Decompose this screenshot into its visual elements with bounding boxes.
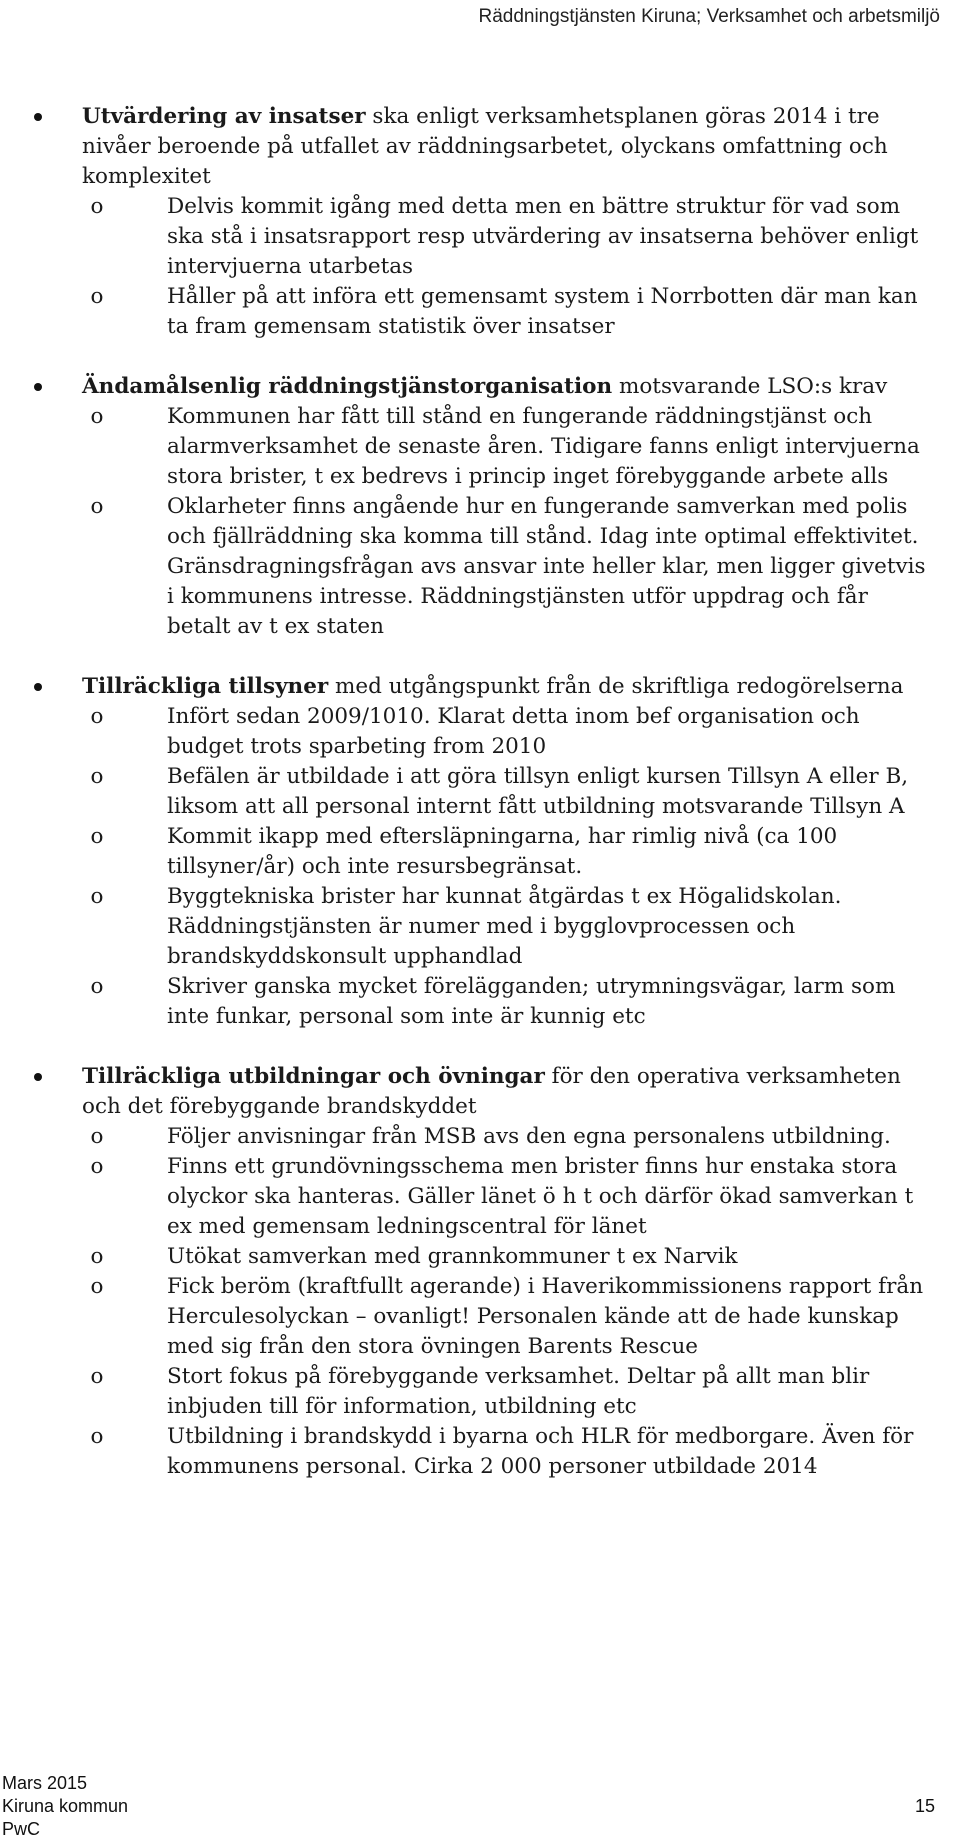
sub-item-text: Infört sedan 2009/1010. Klarat detta inom bef organisation och budget trots sparbeting from 2010 [167,704,860,759]
sub-marker-icon: o [90,494,104,519]
sub-item [90,972,934,1032]
bullet-text: ska enligt verksamhetsplanen göras 2014 i tre nivåer beroende på utfallet av räddningsarbetet, olyckans omfattning och komplexitet [82,104,888,189]
sub-item-text: Fick beröm (kraftfullt agerande) i Haverikommissionens rapport från Herculesolyckan – ovanligt! Personalen kände att de hade kunskap med sig från den stora övningen Barents Rescue [167,1274,924,1359]
sub-item [90,822,934,882]
sub-marker-icon: o [90,1274,104,1299]
sub-item [90,762,934,822]
bullet-text: motsvarande LSO:s krav [612,374,888,399]
sub-item [90,1272,934,1362]
sub-marker-icon: o [90,194,104,219]
sub-item-text: Utbildning i brandskydd i byarna och HLR för medborgare. Även för kommunens personal. Cirka 2 000 personer utbildade 2014 [167,1424,914,1479]
bullet-lead: Utvärdering av insatser [82,104,366,129]
sub-list [82,192,934,342]
sub-marker-icon: o [90,1424,104,1449]
footer-firm: PwC [2,1819,41,1839]
bullet-text: med utgångspunkt från de skriftliga redogörelserna [328,674,904,699]
sub-item-text: Delvis kommit igång med detta men en bättre struktur för vad som ska stå i insatsrapport resp utvärdering av insatserna behöver enligt intervjuerna utarbetas [167,194,919,279]
bullet-lead: Tillräckliga tillsyner [82,674,329,699]
running-header: Räddningstjänsten Kiruna; Verksamhet och arbetsmiljö [478,6,940,27]
sub-item-text: Håller på att införa ett gemensamt system i Norrbotten där man kan ta fram gemensam statistik över insatser [167,284,918,339]
sub-item-text: Följer anvisningar från MSB avs den egna personalens utbildning. [167,1124,891,1149]
document-body [34,102,934,1482]
footer-date: Mars 2015 [2,1773,88,1793]
sub-item-text: Kommunen har fått till stånd en fungerande räddningstjänst och alarmverksamhet de senaste åren. Tidigare fanns enligt intervjuerna stora brister, t ex bedrevs i princip inget förebyggande arbete alls [167,404,920,489]
sub-item [90,882,934,972]
sub-item-text: Finns ett grundövningsschema men brister finns hur enstaka stora olyckor ska hanteras. Gäller länet ö h t och därför ökad samverkan t ex med gemensam ledningscentral för länet [167,1154,914,1239]
sub-item-text: Skriver ganska mycket förelägganden; utrymningsvägar, larm som inte funkar, personal som inte är kunnig etc [167,974,896,1029]
bullet-text: för den operativa verksamheten och det förebyggande brandskyddet [82,1064,901,1119]
sub-marker-icon: o [90,1124,104,1149]
sub-item [90,1122,934,1152]
bullet-organisation [34,372,934,642]
sub-item [90,1242,934,1272]
sub-item [90,402,934,492]
page-number: 15 [914,1796,935,1816]
bullet-icon [34,1073,42,1081]
sub-marker-icon: o [90,704,104,729]
sub-item [90,192,934,282]
bullet-icon [34,113,42,121]
sub-marker-icon: o [90,1244,104,1269]
sub-marker-icon: o [90,1154,104,1179]
sub-item [90,702,934,762]
sub-marker-icon: o [90,884,104,909]
sub-marker-icon: o [90,284,104,309]
sub-item [90,1152,934,1242]
sub-item-text: Kommit ikapp med eftersläpningarna, har rimlig nivå (ca 100 tillsyner/år) och inte resursbegränsat. [167,824,838,879]
footer-organization: Kiruna kommun [2,1796,129,1816]
sub-item [90,1422,934,1482]
sub-item-text: Byggtekniska brister har kunnat åtgärdas t ex Högalidskolan. Räddningstjänsten är numer med i bygglovprocessen och brandskyddskonsult upphandlad [167,884,842,969]
sub-marker-icon: o [90,974,104,999]
sub-item [90,492,934,642]
sub-list [82,1122,934,1482]
bullet-icon [34,683,42,691]
sub-list [82,402,934,642]
bullet-lead: Ändamålsenlig räddningstjänstorganisation [82,374,613,399]
sub-marker-icon: o [90,824,104,849]
bullet-evaluation [34,102,934,342]
bullet-icon [34,383,42,391]
sub-marker-icon: o [90,764,104,789]
bullet-training [34,1062,934,1482]
sub-item-text: Utökat samverkan med grannkommuner t ex Narvik [167,1244,738,1269]
sub-item-text: Befälen är utbildade i att göra tillsyn enligt kursen Tillsyn A eller B, liksom att all personal internt fått utbildning motsvarande Tillsyn A [167,764,909,819]
sub-item [90,1362,934,1422]
sub-list [82,702,934,1032]
bullet-lead: Tillräckliga utbildningar och övningar [82,1064,545,1089]
sub-item-text: Stort fokus på förebyggande verksamhet. Deltar på allt man blir inbjuden till för information, utbildning etc [167,1364,870,1419]
sub-item-text: Oklarheter finns angående hur en fungerande samverkan med polis och fjällräddning ska komma till stånd. Idag inte optimal effektivitet. Gränsdragningsfrågan avs ansvar inte heller klar, men ligger givetvis i kommunens intresse. Räddningstjänsten utför uppdrag och får betalt av t ex staten [167,494,926,639]
page-footer [0,1772,935,1841]
sub-item [90,282,934,342]
sub-marker-icon: o [90,404,104,429]
sub-marker-icon: o [90,1364,104,1389]
bullet-inspections [34,672,934,1032]
